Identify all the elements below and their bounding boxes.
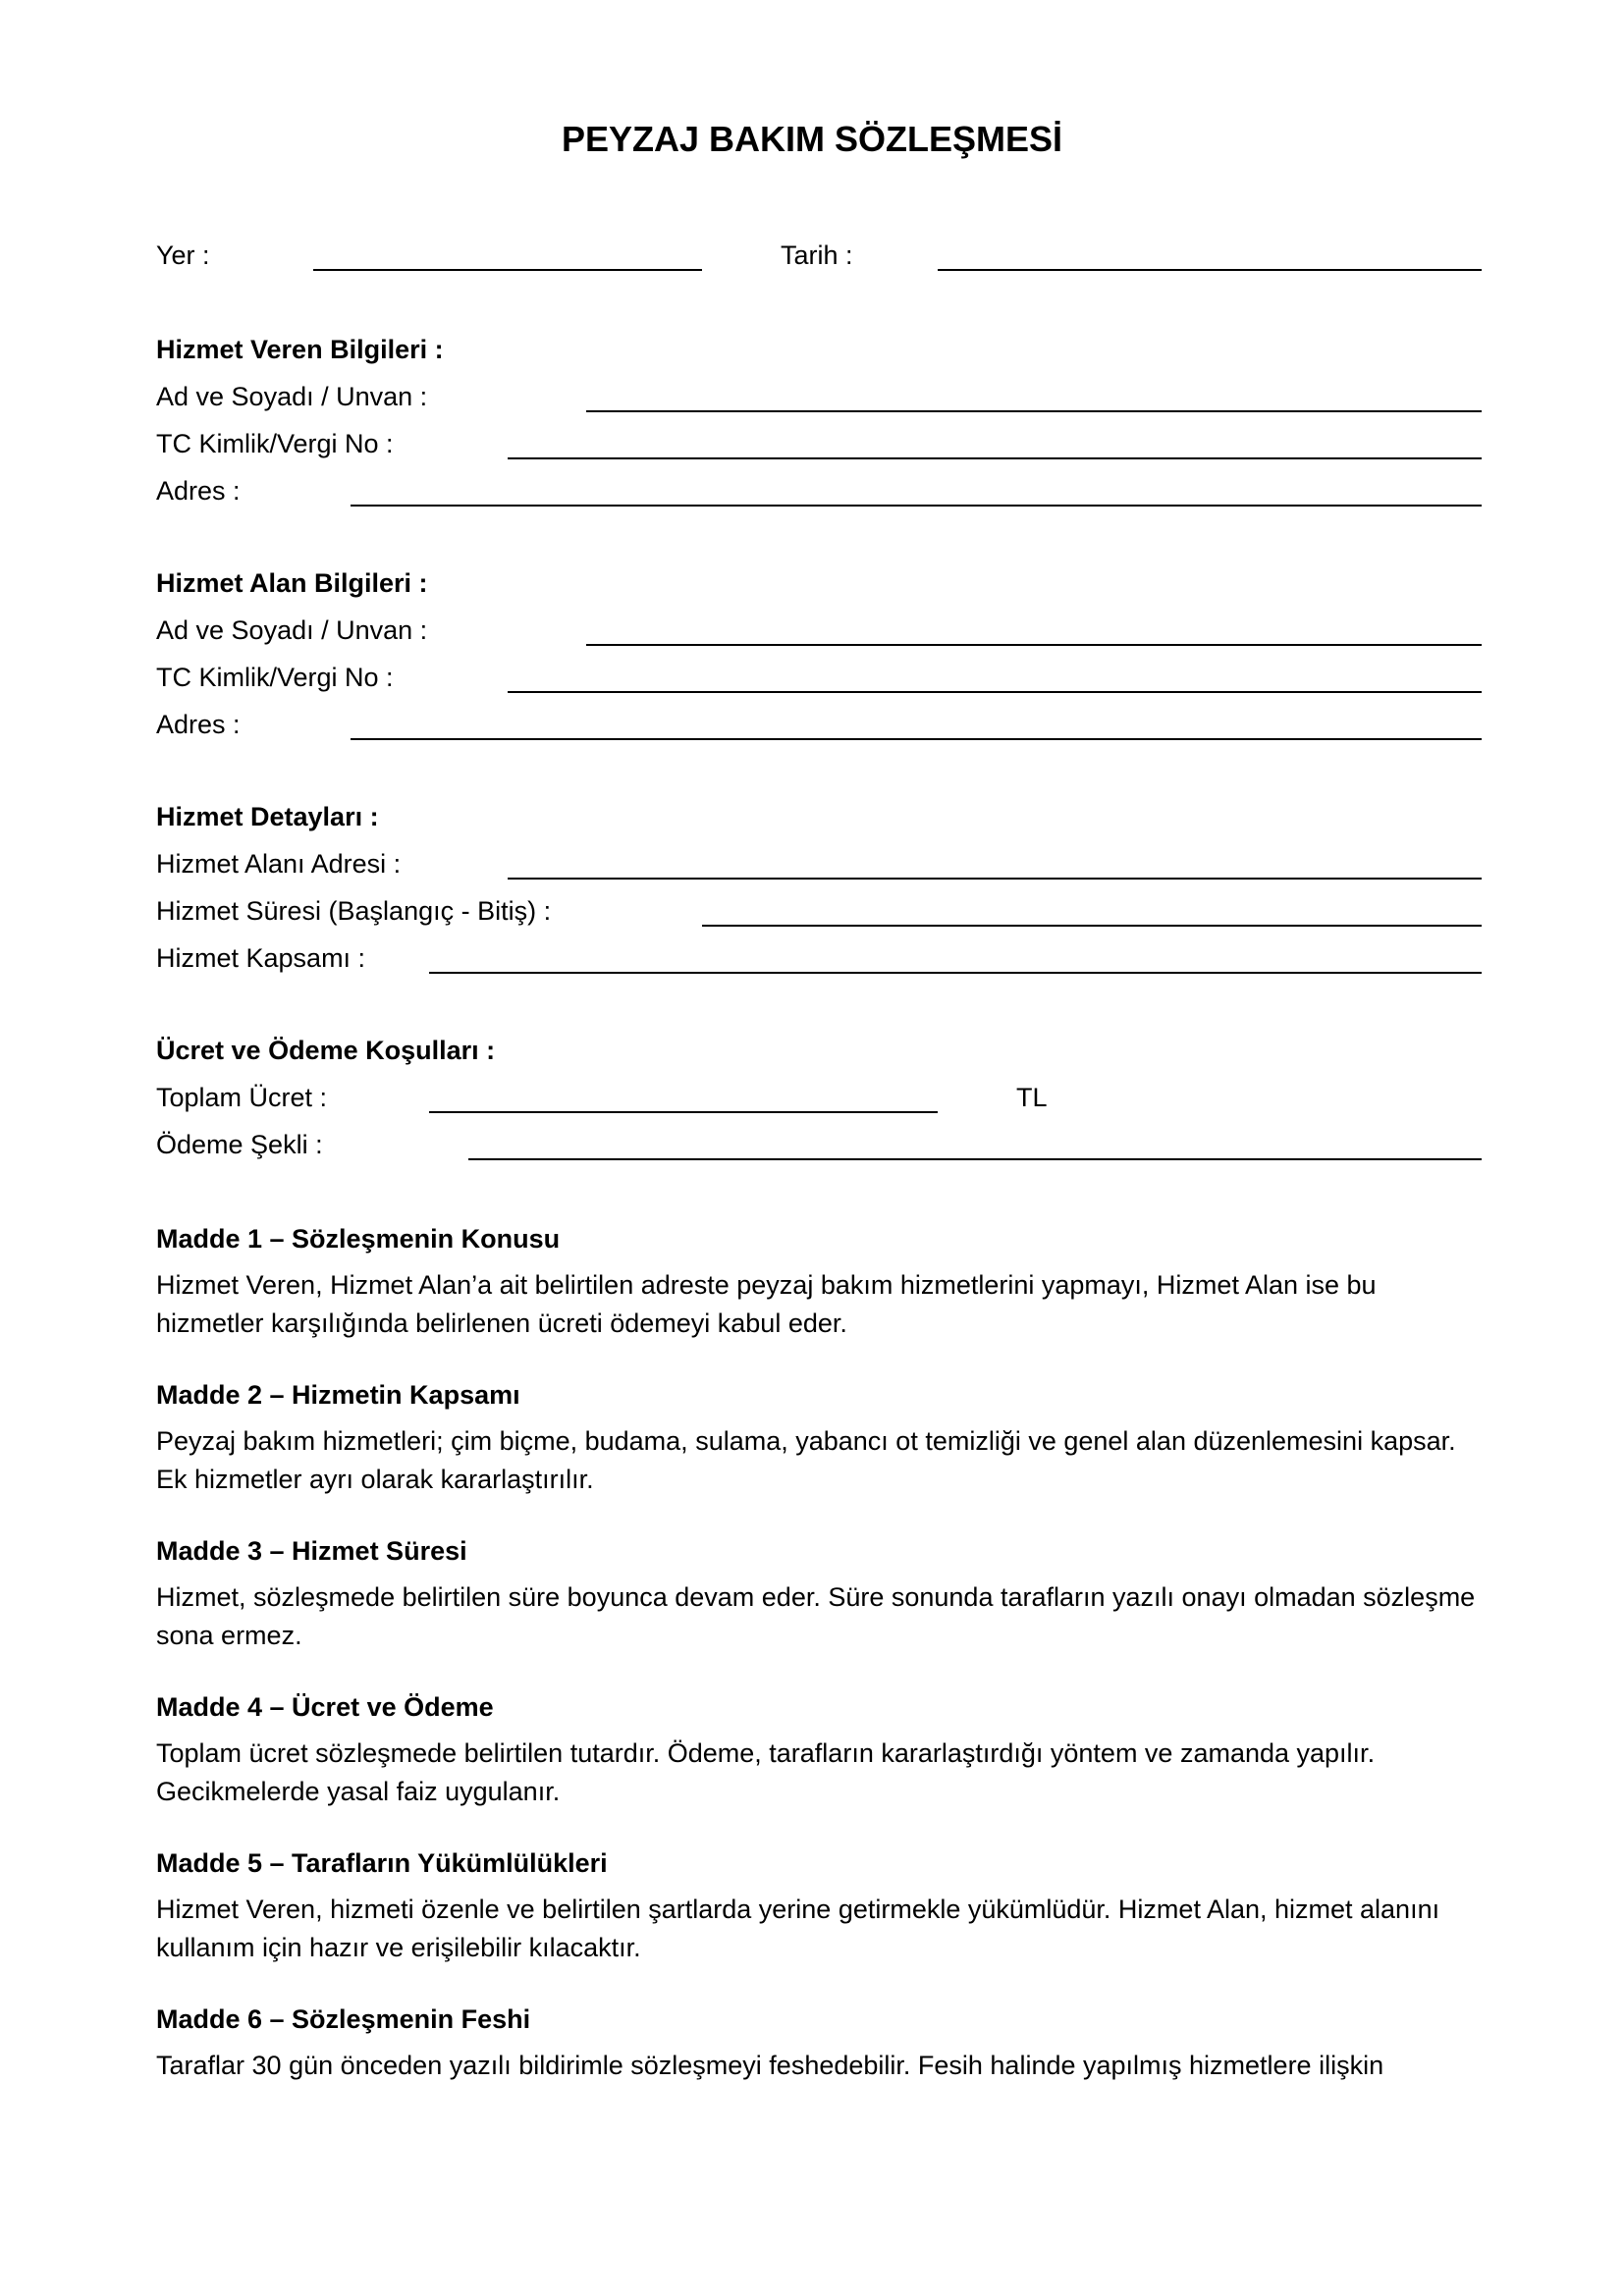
article-2-heading: Madde 2 – Hizmetin Kapsamı [156,1380,520,1410]
total-fee-field[interactable] [429,1111,938,1113]
client-heading: Hizmet Alan Bilgileri : [156,568,428,598]
service-area-label: Hizmet Alanı Adresi : [156,849,402,879]
service-area-row [156,848,1482,880]
provider-name-field[interactable] [586,410,1482,412]
provider-address-field[interactable] [351,505,1482,507]
place-field[interactable] [313,269,702,271]
article-3-text: Hizmet, sözleşmede belirtilen süre boyunca devam eder. Süre sonunda tarafların yazılı onayı olmadan sözleşme sona ermez. [156,1582,1476,1650]
provider-tc-label: TC Kimlik/Vergi No : [156,429,394,458]
provider-tc-field[interactable] [508,457,1482,459]
client-address-field[interactable] [351,738,1482,740]
client-name-row [156,614,1482,646]
total-fee-row [156,1082,1482,1113]
provider-heading: Hizmet Veren Bilgileri : [156,335,444,364]
client-name-label: Ad ve Soyadı / Unvan : [156,615,428,645]
service-scope-label: Hizmet Kapsamı : [156,943,366,973]
total-fee-label: Toplam Ücret : [156,1083,328,1112]
document-title: PEYZAJ BAKIM SÖZLEŞMESİ [561,119,1063,159]
article-6-text: Taraflar 30 gün önceden yazılı bildirimle sözleşmeyi feshedebilir. Fesih halinde yapılmış hizmetlere ilişkin [156,2051,1384,2080]
article-2-text: Peyzaj bakım hizmetleri; çim biçme, budama, sulama, yabancı ot temizliği ve genel alan düzenlemesini kapsar. Ek hizmetler ayrı olarak kararlaştırılır. [156,1426,1456,1494]
provider-name-label: Ad ve Soyadı / Unvan : [156,382,428,411]
article-3-heading: Madde 3 – Hizmet Süresi [156,1536,467,1566]
payment-heading: Ücret ve Ödeme Koşulları : [156,1036,496,1065]
provider-address-row [156,475,1482,507]
article-1-heading: Madde 1 – Sözleşmenin Konusu [156,1224,561,1254]
service-scope-row [156,942,1482,974]
provider-name-row [156,381,1482,412]
service-scope-field[interactable] [429,972,1482,974]
client-address-label: Adres : [156,710,241,739]
article-4-heading: Madde 4 – Ücret ve Ödeme [156,1692,494,1722]
client-tc-label: TC Kimlik/Vergi No : [156,663,394,692]
client-address-row [156,709,1482,740]
service-duration-row [156,895,1482,927]
payment-method-label: Ödeme Şekli : [156,1130,323,1159]
service-duration-field[interactable] [702,925,1482,927]
provider-tc-row [156,428,1482,459]
currency-label: TL [1016,1083,1048,1112]
article-4-text: Toplam ücret sözleşmede belirtilen tutardır. Ödeme, tarafların kararlaştırdığı yöntem ve zamanda yapılır. Gecikmelerde yasal faiz uygulanır. [156,1738,1376,1806]
service-area-field[interactable] [508,878,1482,880]
client-name-field[interactable] [586,644,1482,646]
provider-address-label: Adres : [156,476,241,506]
place-date-row [156,240,1482,271]
place-label: Yer : [156,240,210,270]
date-field[interactable] [938,269,1482,271]
article-1-text: Hizmet Veren, Hizmet Alan’a ait belirtilen adreste peyzaj bakım hizmetlerini yapmayı, Hizmet Alan ise bu hizmetler karşılığında belirlenen ücreti ödemeyi kabul eder. [156,1270,1377,1338]
date-label: Tarih : [781,240,853,270]
client-tc-row [156,662,1482,693]
service-details-heading: Hizmet Detayları : [156,802,379,831]
article-5-text: Hizmet Veren, hizmeti özenle ve belirtilen şartlarda yerine getirmekle yükümlüdür. Hizmet Alan, hizmet alanını kullanım için hazır ve erişilebilir kılacaktır. [156,1895,1440,1962]
client-tc-field[interactable] [508,691,1482,693]
payment-method-field[interactable] [468,1158,1482,1160]
article-5-heading: Madde 5 – Tarafların Yükümlülükleri [156,1848,608,1878]
payment-method-row [156,1129,1482,1160]
article-6-heading: Madde 6 – Sözleşmenin Feshi [156,2004,531,2034]
service-duration-label: Hizmet Süresi (Başlangıç - Bitiş) : [156,896,552,926]
